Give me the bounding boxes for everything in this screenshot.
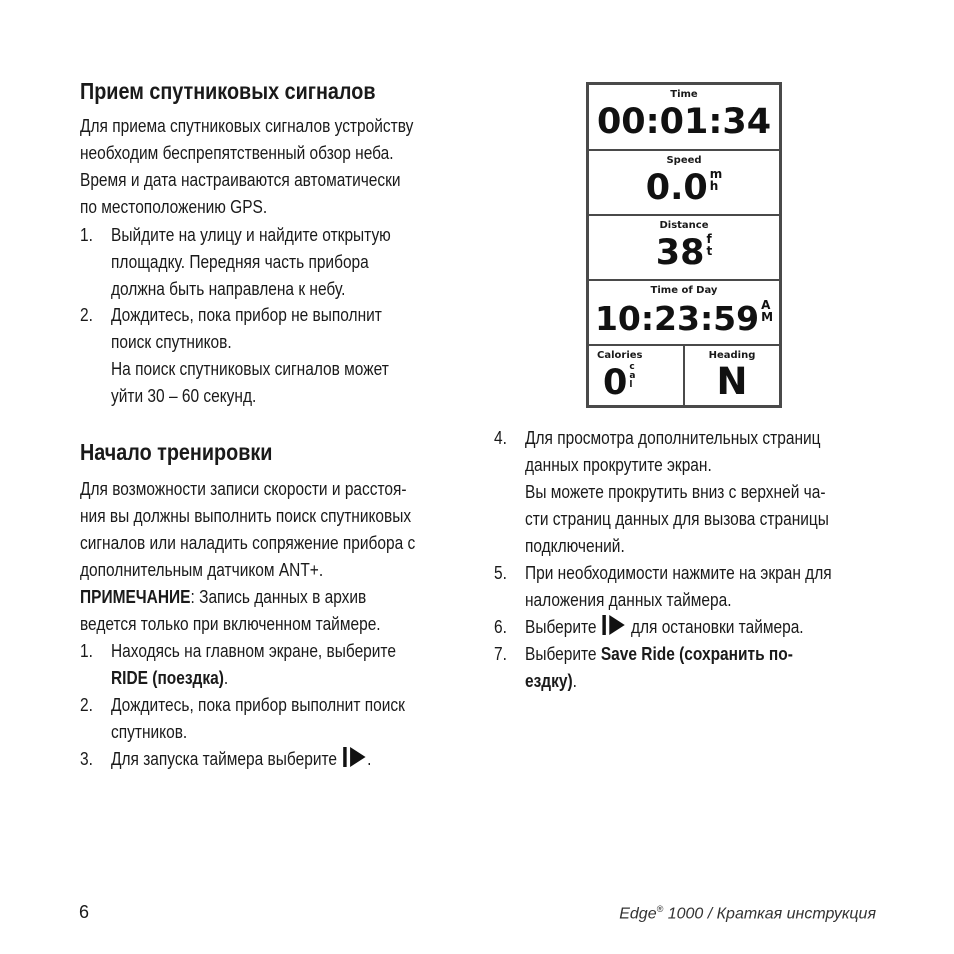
start-ride-intro: Для возможности записи скорости и расстоя- ния вы должны выполнить поиск спутниковых сигналов или наладить сопряжение прибора с дополнительным датчиком ANT+. ПРИМЕЧАНИЕ: Запись данных в архив ведется только при включенном таймере. bbox=[80, 479, 416, 634]
play-pause-icon bbox=[602, 614, 626, 644]
section-heading-satellites: Прием спутниковых сигналов bbox=[80, 78, 376, 104]
data-field-distance: Distance 38 f t bbox=[589, 216, 779, 281]
ride-step-6: Выберите для остановки таймера. bbox=[525, 614, 849, 644]
step-number: 5. bbox=[494, 563, 507, 583]
step-number: 7. bbox=[494, 644, 507, 664]
data-field-speed: Speed 0.0 m h bbox=[589, 151, 779, 216]
data-field-time: Time 00:01:34 bbox=[589, 85, 779, 151]
device-screen bbox=[586, 82, 782, 408]
ride-option: RIDE (поездка) bbox=[111, 668, 224, 688]
satellite-step-2: Дождитесь, пока прибор не выполнит поиск спутников. На поиск спутниковых сигналов может уйти 30 – 60 секунд. bbox=[111, 305, 389, 406]
satellite-step-1: Выйдите на улицу и найдите открытую площадку. Передняя часть прибора должна быть направлена к небу. bbox=[111, 225, 391, 299]
ride-step-3: Для запуска таймера выберите . bbox=[111, 746, 414, 776]
save-ride-option: Save Ride (сохранить по- bbox=[600, 644, 793, 664]
section-heading-start-ride: Начало тренировки bbox=[80, 439, 273, 465]
satellites-intro: Для приема спутниковых сигналов устройству необходим беспрепятственный обзор неба. Время и дата настраиваются автоматически по местоположению GPS. bbox=[80, 116, 414, 217]
data-field-time-of-day: Time of Day 10:23:59 A M bbox=[589, 281, 779, 346]
step-number: 2. bbox=[80, 695, 93, 715]
ride-step-5: При необходимости нажмите на экран для наложения данных таймера. bbox=[525, 563, 832, 610]
ride-step-2: Дождитесь, пока прибор выполнит поиск спутников. bbox=[111, 695, 405, 742]
ride-step-4: Для просмотра дополнительных страниц данных прокрутите экран. Вы можете прокрутить вниз с верхней ча- сти страниц данных для вызова страницы подключений. bbox=[525, 428, 829, 556]
step-number: 3. bbox=[80, 749, 93, 769]
data-field-heading: Heading N bbox=[708, 350, 756, 403]
step-number: 1. bbox=[80, 225, 93, 245]
step-number: 4. bbox=[494, 428, 507, 448]
data-row-bottom bbox=[589, 346, 779, 405]
step-number: 2. bbox=[80, 305, 93, 325]
ride-step-7: Выберите Save Ride (сохранить по- ездку). bbox=[525, 644, 793, 691]
step-number: 1. bbox=[80, 641, 93, 661]
play-pause-icon bbox=[342, 746, 366, 776]
ride-step-1: Находясь на главном экране, выберите RIDE (поездка). bbox=[111, 641, 396, 688]
footer-title: Edge® 1000 / Краткая инструкция bbox=[619, 904, 876, 923]
page-number: 6 bbox=[79, 902, 90, 922]
data-field-calories: Calories 0 c a l bbox=[589, 346, 685, 405]
step-number: 6. bbox=[494, 617, 507, 637]
note: ПРИМЕЧАНИЕ: Запись данных в архив bbox=[80, 587, 367, 607]
